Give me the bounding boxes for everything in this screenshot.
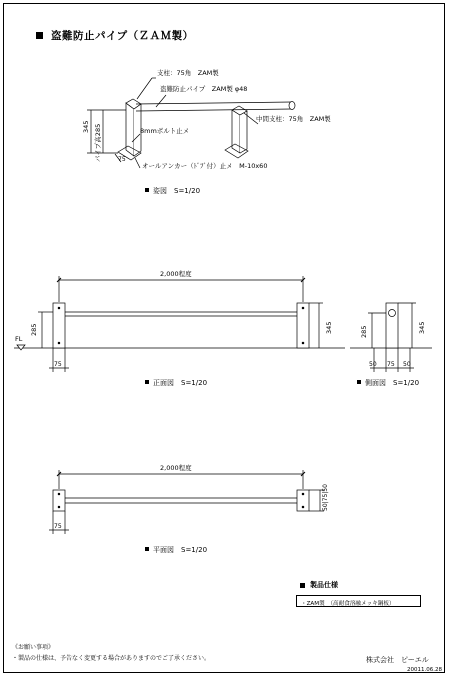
side-caption: 側面図 S=1/20 xyxy=(365,379,420,387)
pipe-callout: 盗難防止パイプ ZAM製 φ48 xyxy=(160,85,248,93)
side-dim-345: 345 xyxy=(418,321,426,334)
notes-heading: 《お願い事項》 xyxy=(12,644,55,651)
view-bullets xyxy=(145,188,361,588)
front-width-dim: 2,000程度 xyxy=(160,270,192,278)
side-dim-75: 75 xyxy=(387,361,395,368)
front-dim-285: 285 xyxy=(30,323,38,336)
mid-post-callout: 中間支柱：75角 ZAM製 xyxy=(256,115,331,123)
fl-label: FL xyxy=(15,335,23,343)
side-dim-50-left: 50 xyxy=(369,361,377,368)
plan-width-dim: 2,000程度 xyxy=(160,464,192,472)
anchor-callout: オールアンカー（ﾄﾞﾌﾞ付）止メ M-10x60 xyxy=(142,162,268,170)
title-text: 盗難防止パイプ（ＺＡＭ製） xyxy=(51,30,194,42)
plan-view xyxy=(49,470,324,534)
front-caption: 正面図 S=1/20 xyxy=(153,379,208,387)
side-dim-285: 285 xyxy=(360,325,368,338)
front-dim-75: 75 xyxy=(54,361,62,368)
drawing-date: 20011.06.28 xyxy=(407,667,442,673)
dim-75-persp: 75 xyxy=(118,156,126,163)
dim-345-persp: 345 xyxy=(82,120,90,133)
side-dim-50-right: 50 xyxy=(403,361,411,368)
front-dim-345: 345 xyxy=(325,321,333,334)
company-name: 株式会社 ピーエル xyxy=(366,656,429,664)
notes-body: ・製品の仕様は、予告なく変更する場合がありますのでご了承ください。 xyxy=(12,655,211,662)
spec-item: ・ZAM製 （高耐食溶融メッキ鋼板） xyxy=(301,601,395,607)
plan-dim-right: 50|75|50 xyxy=(322,484,329,511)
bolt-callout: 8mmボルト止メ xyxy=(140,127,190,135)
post-callout: 支柱：75角 ZAM製 xyxy=(157,69,219,77)
plan-dim-75: 75 xyxy=(54,523,62,530)
front-view xyxy=(14,276,345,372)
pipe-height-label: パイプ高285 xyxy=(94,123,102,162)
plan-caption: 平面図 S=1/20 xyxy=(153,546,208,554)
perspective-caption: 姿図 S=1/20 xyxy=(153,187,201,195)
spec-heading: 製品仕様 xyxy=(310,581,338,589)
spec-box xyxy=(296,595,421,607)
